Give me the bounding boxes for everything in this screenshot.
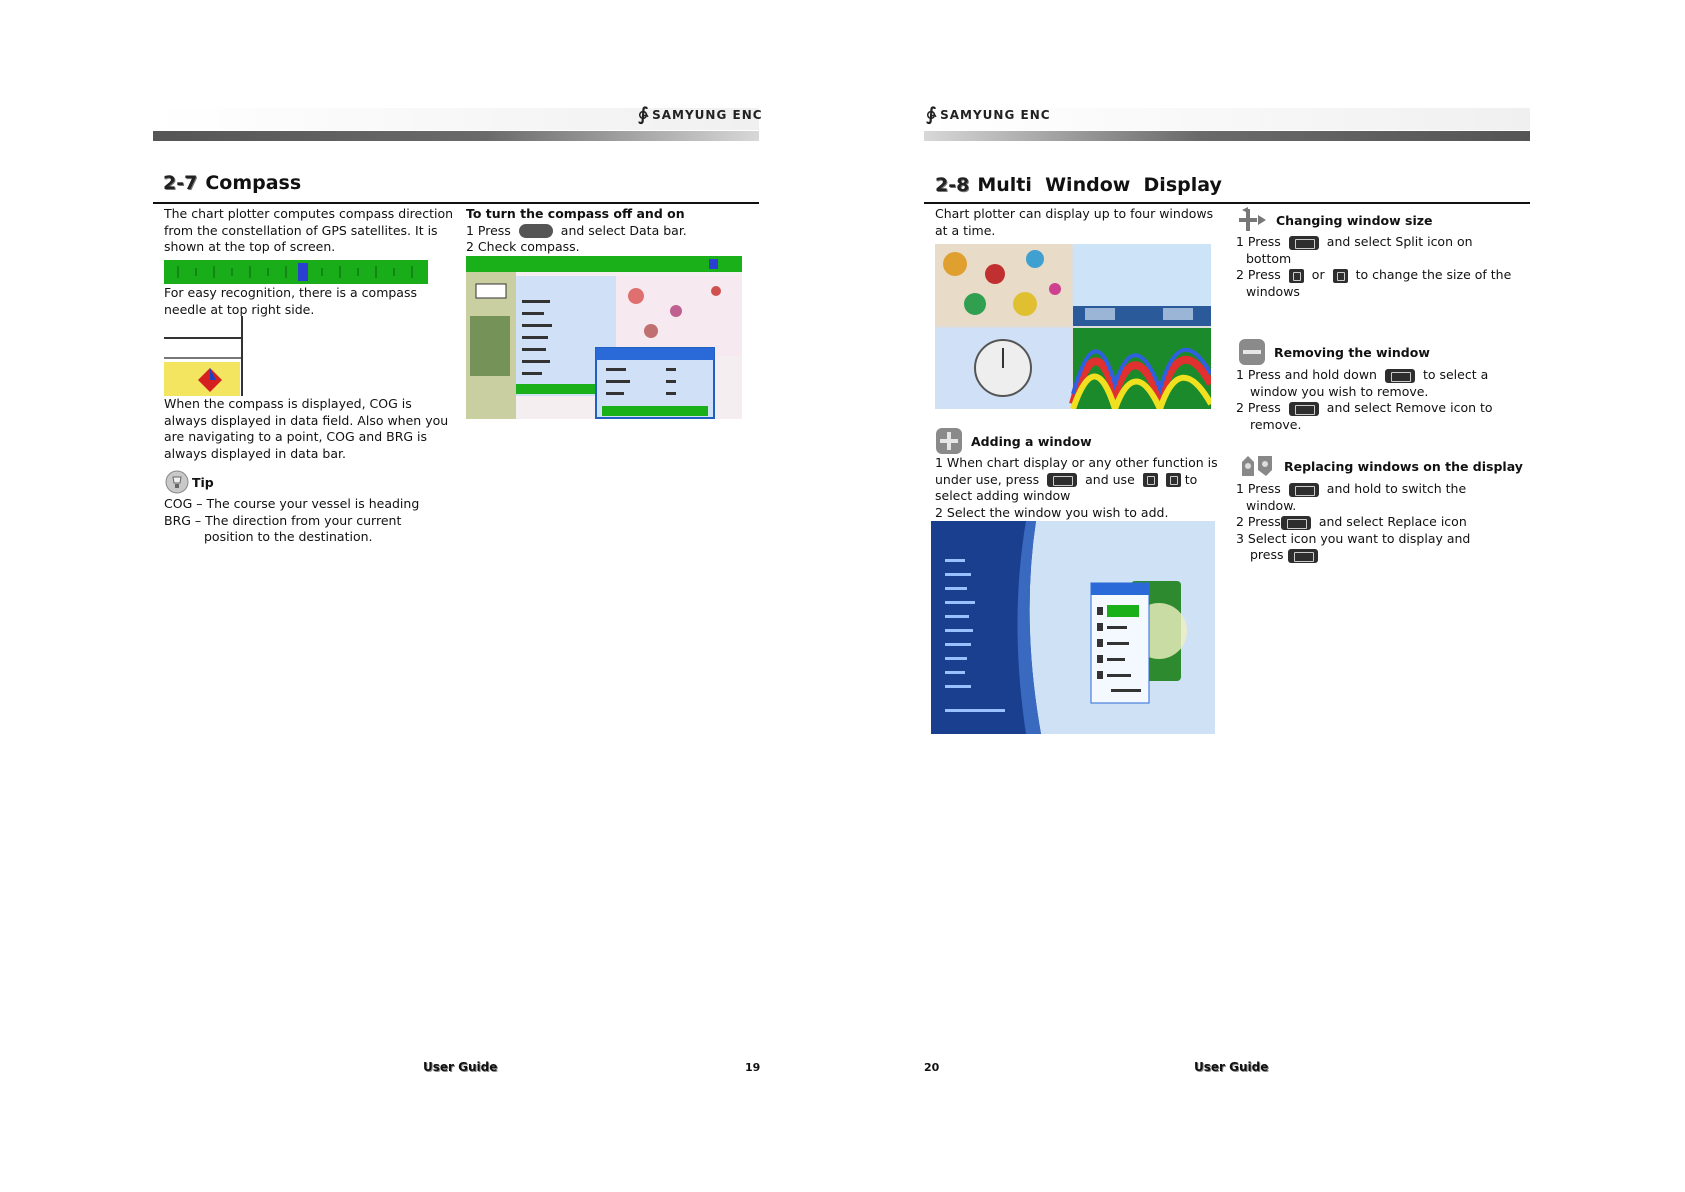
footer-label: User Guide xyxy=(423,1060,498,1074)
text-line: needle at top right side. xyxy=(164,301,315,317)
brand-mark-icon: ∳ xyxy=(926,104,938,125)
text-line xyxy=(1236,481,1536,498)
section-number: 2-8 xyxy=(935,174,970,196)
text-span: 2 Press xyxy=(1236,514,1281,529)
step-2: 2 Check compass. xyxy=(466,239,580,254)
removing-window-label: Removing the window xyxy=(1274,344,1430,360)
step-1 xyxy=(466,223,756,240)
text-line xyxy=(1236,514,1536,531)
text-span: 1 Press xyxy=(1236,234,1281,249)
text-span: to change the size of the xyxy=(1355,267,1512,282)
tip-icon xyxy=(164,470,190,494)
steps-heading: To turn the compass off and on xyxy=(466,206,685,221)
brand-logo xyxy=(926,104,1051,125)
adding-window-label: Adding a window xyxy=(971,433,1092,449)
text-span: 1 Press xyxy=(466,222,511,238)
compass-bar-screenshot xyxy=(164,260,428,284)
enter-key-icon xyxy=(1288,549,1318,563)
text-line xyxy=(1236,367,1536,384)
replacing-windows-steps xyxy=(1236,481,1536,564)
text-span: 1 Press and hold down xyxy=(1236,367,1377,382)
text-span: and use xyxy=(1085,471,1135,487)
window-key-icon xyxy=(1385,369,1415,383)
compass-bar-graphic xyxy=(164,260,428,284)
text-line xyxy=(1236,547,1536,564)
text-line: COG – The course your vessel is heading xyxy=(164,496,420,511)
removing-window-steps xyxy=(1236,367,1536,433)
arrow-left-key-icon xyxy=(1143,473,1158,487)
add-window-icon xyxy=(935,427,963,455)
brand-logo-text: SAMYUNG ENC xyxy=(652,108,763,122)
right-page xyxy=(842,0,1684,1192)
section-title xyxy=(935,174,1222,196)
window-key-icon xyxy=(1289,236,1319,250)
section-rule xyxy=(153,202,759,204)
text-span: or xyxy=(1311,267,1325,282)
tip-heading xyxy=(164,470,214,494)
text-line: at a time. xyxy=(935,222,996,238)
text-line xyxy=(935,472,1235,489)
text-line: always displayed in data field. Also when you xyxy=(164,412,449,428)
text-line xyxy=(1236,400,1536,417)
text-line: always displayed in data bar. xyxy=(164,445,346,461)
text-line: 1 When chart display or any other function is xyxy=(935,455,1218,470)
brand-logo-text: SAMYUNG ENC xyxy=(940,108,1051,122)
text-line: When the compass is displayed, COG is xyxy=(164,396,412,411)
text-span: and select Replace icon xyxy=(1318,514,1467,529)
page-number: 19 xyxy=(745,1061,761,1074)
text-line: For easy recognition, there is a compass xyxy=(164,285,417,300)
text-line: window. xyxy=(1246,497,1297,513)
compass-needle-graphic xyxy=(164,316,244,396)
removing-window-heading xyxy=(1238,338,1430,366)
replace-window-icon xyxy=(1238,452,1276,480)
page-number: 20 xyxy=(924,1061,940,1074)
changing-window-size-label: Changing window size xyxy=(1276,212,1433,228)
text-line: are navigating to a point, COG and BRG is xyxy=(164,429,428,444)
text-line: BRG – The direction from your current xyxy=(164,512,402,528)
section-heading: Compass xyxy=(205,172,302,194)
window-key-icon xyxy=(1289,483,1319,497)
arrow-right-key-icon xyxy=(1333,269,1348,283)
text-line xyxy=(1236,267,1536,284)
menu-key-icon xyxy=(519,224,553,238)
brand-logo xyxy=(638,104,763,125)
header-bar xyxy=(924,131,1530,141)
changing-window-steps xyxy=(1236,234,1536,300)
text-span: and select Split icon on xyxy=(1326,234,1473,249)
text-line: position to the destination. xyxy=(204,529,373,544)
adding-window-steps xyxy=(935,455,1235,521)
add-window-menu-screenshot xyxy=(931,521,1215,734)
text-line xyxy=(1236,234,1536,251)
add-window-menu-graphic xyxy=(931,521,1215,734)
intro-paragraph xyxy=(164,206,454,256)
window-key-icon xyxy=(1289,402,1319,416)
replacing-windows-heading xyxy=(1238,452,1523,480)
text-span: 2 Press xyxy=(1236,267,1281,282)
text-line: The chart plotter computes compass direction xyxy=(164,206,454,221)
text-span: 2 Press xyxy=(1236,400,1281,415)
section-rule xyxy=(924,202,1530,204)
text-line: windows xyxy=(1246,283,1300,299)
resize-window-icon xyxy=(1238,207,1268,233)
compass-toggle-steps xyxy=(466,206,756,256)
text-line: bottom xyxy=(1246,250,1292,266)
remove-window-icon xyxy=(1238,338,1266,366)
window-key-icon xyxy=(1047,473,1077,487)
text-span: and select Remove icon to xyxy=(1326,400,1493,415)
four-window-graphic xyxy=(935,244,1211,409)
intro-paragraph xyxy=(935,206,1235,239)
text-line: select adding window xyxy=(935,488,1071,503)
data-bar-menu-graphic xyxy=(466,256,742,419)
text-span: press xyxy=(1250,547,1284,562)
text-line: window you wish to remove. xyxy=(1250,383,1429,399)
section-title xyxy=(163,172,301,194)
needle-paragraph xyxy=(164,285,454,318)
compass-needle-screenshot xyxy=(164,316,244,396)
left-page xyxy=(0,0,842,1192)
arrow-right-key-icon xyxy=(1166,473,1181,487)
text-line: shown at the top of screen. xyxy=(164,239,336,254)
text-span: under use, press xyxy=(935,471,1040,487)
text-line: Chart plotter can display up to four windows xyxy=(935,206,1214,221)
arrow-left-key-icon xyxy=(1289,269,1304,283)
text-span: to xyxy=(1184,471,1198,487)
text-line: 2 Select the window you wish to add. xyxy=(935,504,1169,520)
data-bar-menu-screenshot xyxy=(466,256,742,419)
section-heading: Multi Window Display xyxy=(977,174,1222,196)
text-span: and hold to switch the xyxy=(1326,481,1467,496)
text-span: 1 Press xyxy=(1236,481,1281,496)
footer-label: User Guide xyxy=(1194,1060,1269,1074)
adding-window-heading xyxy=(935,427,1092,455)
text-span: and select Data bar. xyxy=(560,222,687,238)
text-line: 3 Select icon you want to display and xyxy=(1236,530,1471,546)
cog-paragraph xyxy=(164,396,454,462)
tip-label: Tip xyxy=(192,474,214,490)
text-line: remove. xyxy=(1250,416,1302,432)
tip-body xyxy=(164,496,464,546)
header-bar xyxy=(153,131,759,141)
changing-window-size-heading xyxy=(1238,207,1432,233)
brand-mark-icon: ∳ xyxy=(638,104,650,125)
window-key-icon xyxy=(1281,516,1311,530)
replacing-windows-label: Replacing windows on the display xyxy=(1284,458,1523,474)
section-number: 2-7 xyxy=(163,172,198,194)
four-window-screenshot xyxy=(935,244,1211,409)
text-line: from the constellation of GPS satellites. It is xyxy=(164,222,438,238)
text-span: to select a xyxy=(1422,367,1489,382)
